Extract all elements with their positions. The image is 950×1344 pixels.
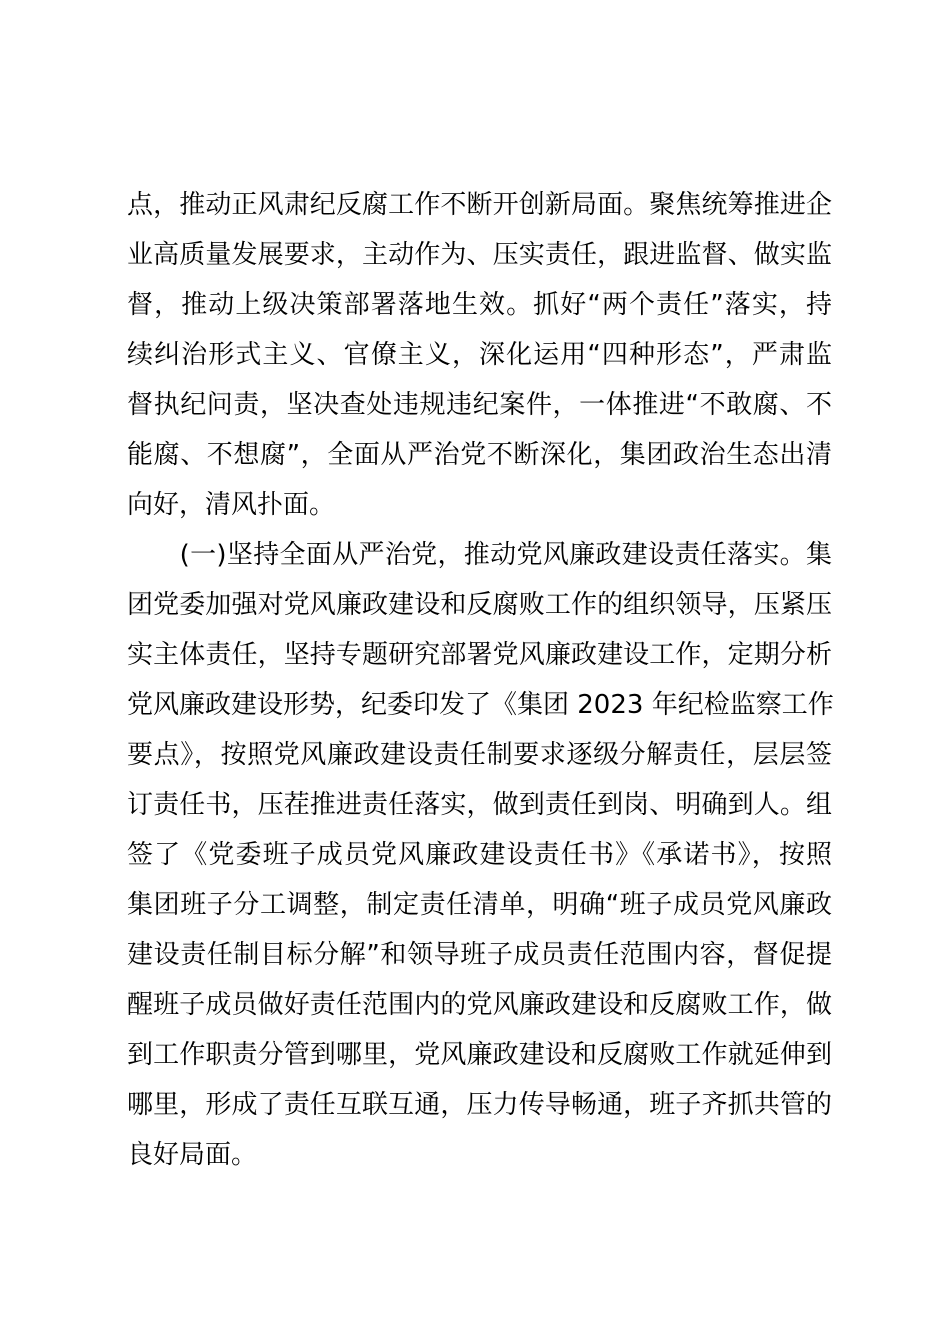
paragraph-line: 集团班子分工调整，制定责任清单，明确“班子成员党风廉政 [127, 890, 832, 920]
paragraph-line: 哪里，形成了责任互联互通，压力传导畅通，班子齐抓共管的 [127, 1090, 832, 1120]
paragraph-line: 业高质量发展要求，主动作为、压实责任，跟进监督、做实监 [127, 240, 832, 270]
paragraph-line: (一)坚持全面从严治党，推动党风廉政建设责任落实。集 [127, 540, 832, 570]
paragraph-line: 醒班子成员做好责任范围内的党风廉政建设和反腐败工作，做 [127, 990, 832, 1020]
paragraph-line: 督，推动上级决策部署落地生效。抓好“两个责任”落实，持 [127, 290, 832, 320]
paragraph-line: 团党委加强对党风廉政建设和反腐败工作的组织领导，压紧压 [127, 590, 832, 620]
paragraph-line: 续纠治形式主义、官僚主义，深化运用“四种形态”，严肃监 [127, 340, 832, 370]
paragraph-line: 要点》，按照党风廉政建设责任制要求逐级分解责任，层层签 [127, 740, 832, 770]
paragraph-line: 签了《党委班子成员党风廉政建设责任书》《承诺书》，按照 [127, 840, 832, 870]
paragraph-line: 到工作职责分管到哪里，党风廉政建设和反腐败工作就延伸到 [127, 1040, 832, 1070]
paragraph-line: 向好，清风扑面。 [127, 490, 336, 520]
paragraph-section-one [127, 530, 832, 1180]
paragraph-line: 实主体责任，坚持专题研究部署党风廉政建设工作，定期分析 [127, 640, 832, 670]
paragraph-line: 督执纪问责，坚决查处违规违纪案件，一体推进“不敢腐、不 [127, 390, 832, 420]
paragraph-line: 良好局面。 [127, 1140, 258, 1170]
paragraph-line: 订责任书，压茬推进责任落实，做到责任到岗、明确到人。组 [127, 790, 832, 820]
paragraph-continued [127, 180, 832, 530]
paragraph-line: 能腐、不想腐”，全面从严治党不断深化，集团政治生态出清 [127, 440, 832, 470]
paragraph-line: 点，推动正风肃纪反腐工作不断开创新局面。聚焦统筹推进企 [127, 190, 832, 220]
paragraph-line: 建设责任制目标分解”和领导班子成员责任范围内容，督促提 [127, 940, 832, 970]
paragraph-line: 党风廉政建设形势，纪委印发了《集团 2023 年纪检监察工作 [127, 690, 834, 720]
